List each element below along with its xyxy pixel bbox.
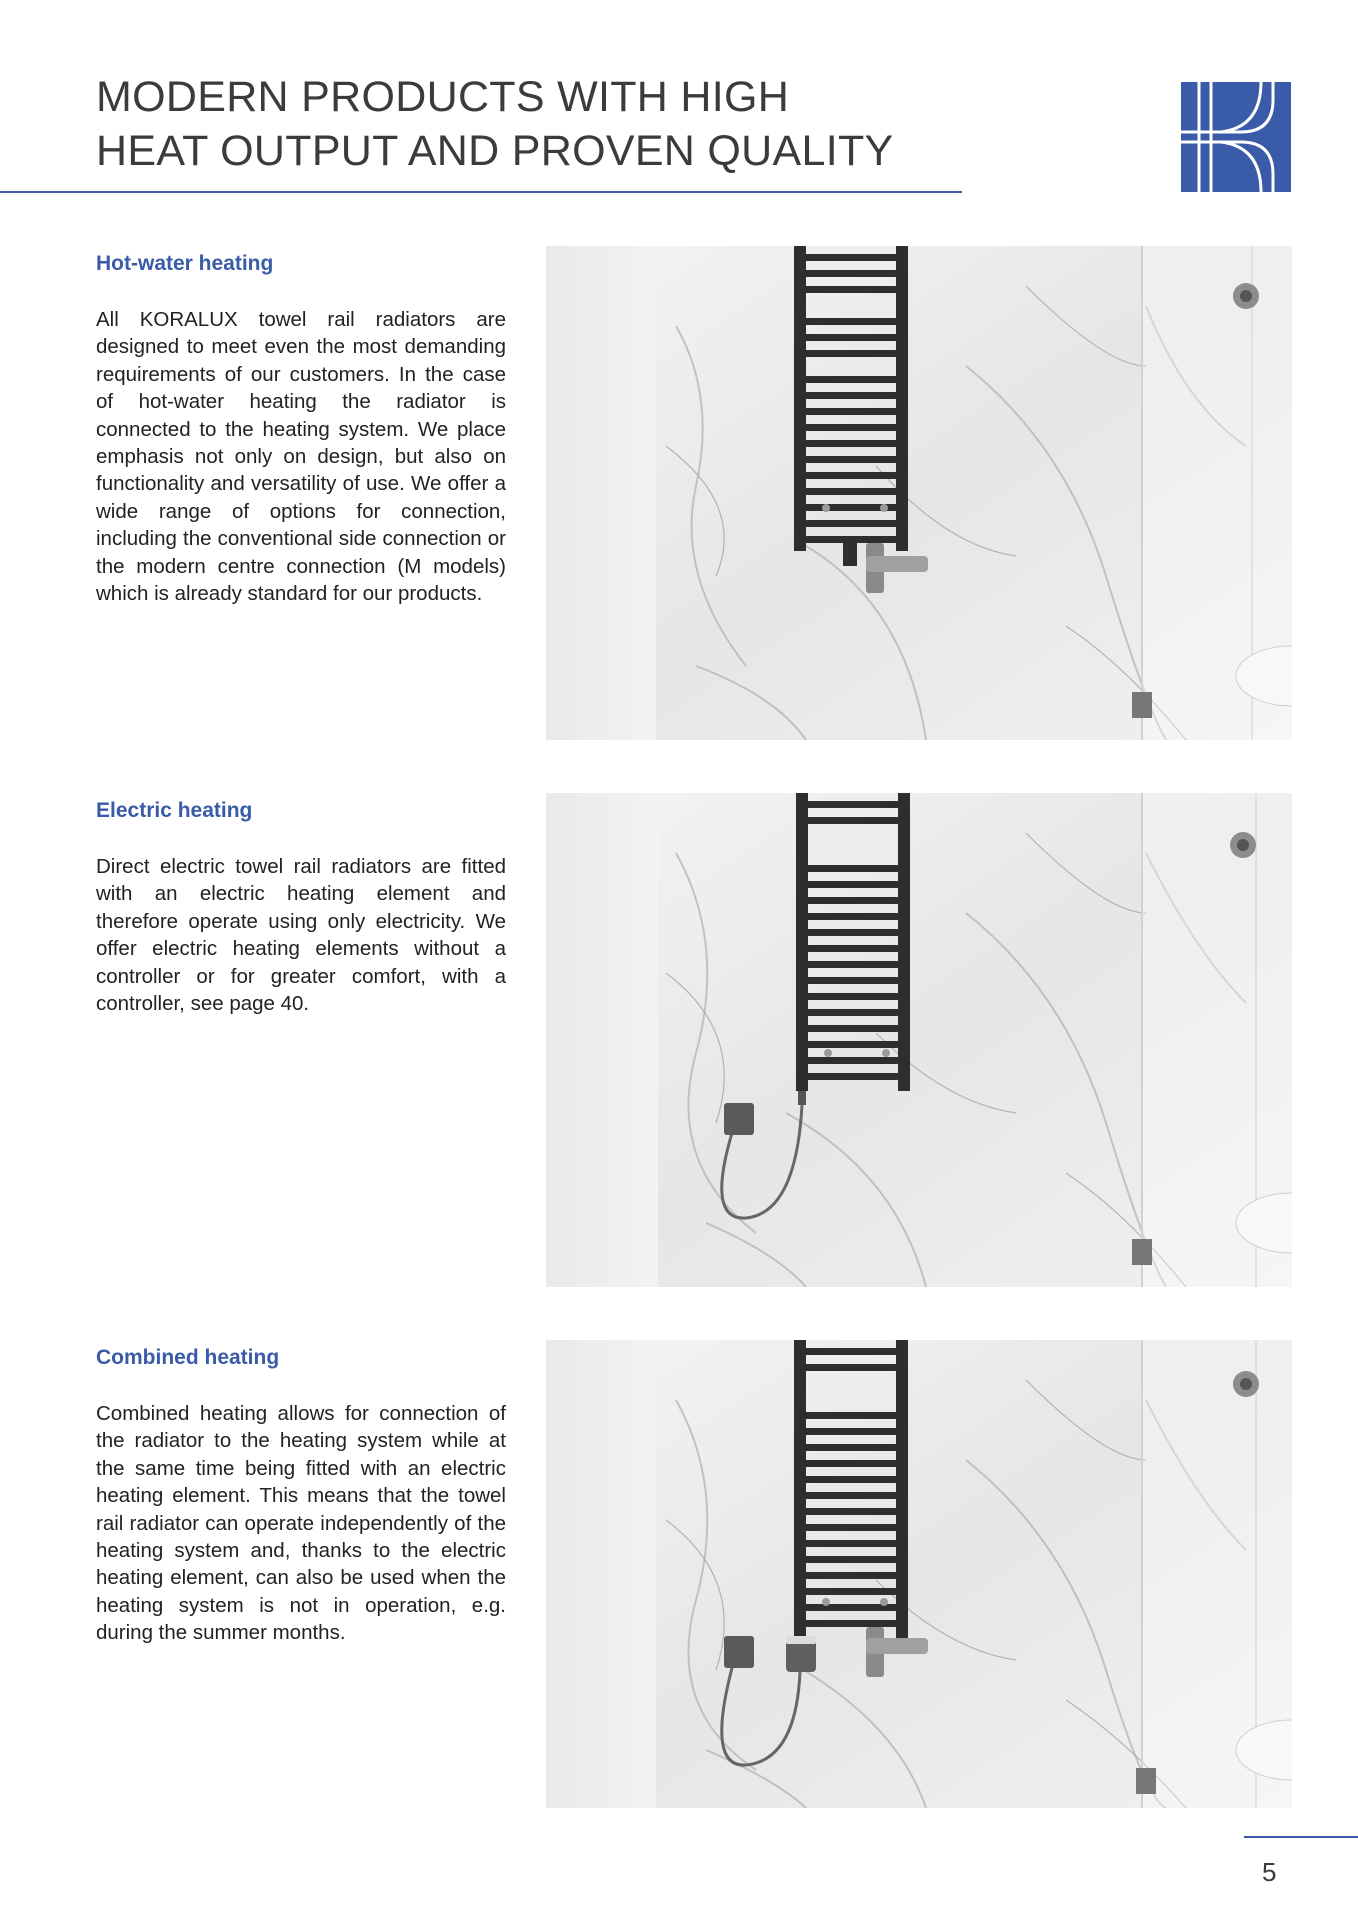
electric-radiator-photo — [546, 793, 1292, 1287]
koralux-k-logo-icon — [1181, 82, 1291, 192]
section-body-combined: Combined heating allows for connection of the radiator to the heating system while at the same time being fitted with an electric heating element. This means that the towel rail radiator can operate independently of the heating system and, thanks to the electric heating element, can also be used when the heating system is not in operation, e.g. during the summer months. — [96, 1402, 506, 1645]
combined-radiator-photo — [546, 1340, 1292, 1808]
page-number: 5 — [1262, 1857, 1277, 1887]
hot-water-radiator-photo — [546, 246, 1292, 740]
title-underline — [0, 191, 962, 193]
section-heading-hot-water: Hot-water heating — [96, 252, 274, 275]
footer-rule — [1244, 1836, 1358, 1838]
page-title-line-2: HEAT OUTPUT AND PROVEN QUALITY — [96, 127, 894, 175]
page-title-line-1: MODERN PRODUCTS WITH HIGH — [96, 73, 790, 121]
section-body-electric: Direct electric towel rail radiators are fitted with an electric heating element and therefore operate using only electricity. We offer electric heating elements without a controller or for greater comfort, with a controller, see page 40. — [96, 855, 506, 1016]
page-title — [96, 70, 976, 178]
section-body-hot-water: All KORALUX towel rail radiators are designed to meet even the most demanding requirements of our customers. In the case of hot-water heating the radiator is connected to the heating system. We place emphasis not only on design, but also on functionality and versatility of use. We offer a wide range of options for connection, including the conventional side connection or the modern centre connection (M models) which is already standard for our products. — [96, 308, 506, 606]
section-heading-combined: Combined heating — [96, 1346, 280, 1369]
section-heading-electric: Electric heating — [96, 799, 253, 822]
